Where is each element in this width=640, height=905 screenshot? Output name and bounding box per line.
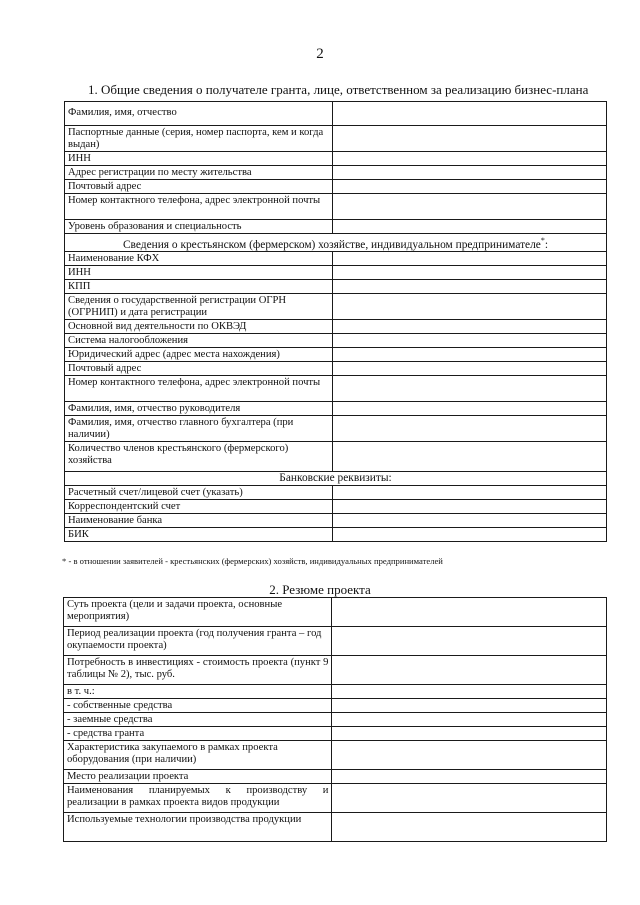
- page-number: 2: [316, 46, 324, 62]
- row-label: Почтовый адрес: [65, 362, 333, 376]
- table-row: [65, 180, 607, 194]
- table-row: [65, 362, 607, 376]
- table-row: [64, 627, 607, 656]
- table-row: [64, 699, 607, 713]
- row-label: Юридический адрес (адрес места нахождения): [65, 348, 333, 362]
- row-label: Период реализации проекта (год получения гранта – год окупаемости проекта): [64, 627, 332, 656]
- value-cell[interactable]: [332, 727, 607, 741]
- value-cell[interactable]: [332, 685, 607, 699]
- table-row: [65, 348, 607, 362]
- value-cell[interactable]: [333, 528, 607, 542]
- table-row: [65, 528, 607, 542]
- value-cell[interactable]: [333, 166, 607, 180]
- row-label: - собственные средства: [64, 699, 332, 713]
- value-cell[interactable]: [332, 784, 607, 813]
- table-row: [64, 784, 607, 813]
- table-row: [64, 813, 607, 842]
- table-row: [65, 500, 607, 514]
- row-label: ИНН: [65, 266, 333, 280]
- value-cell[interactable]: [333, 486, 607, 500]
- row-label: Номер контактного телефона, адрес электронной почты: [65, 194, 333, 220]
- row-label: Фамилия, имя, отчество главного бухгалтера (при наличии): [65, 416, 333, 442]
- value-cell[interactable]: [333, 514, 607, 528]
- table-row: [64, 656, 607, 685]
- value-cell[interactable]: [333, 416, 607, 442]
- value-cell[interactable]: [333, 294, 607, 320]
- value-cell[interactable]: [332, 598, 607, 627]
- value-cell[interactable]: [333, 320, 607, 334]
- value-cell[interactable]: [333, 376, 607, 402]
- table-row: [65, 234, 607, 252]
- value-cell[interactable]: [333, 362, 607, 376]
- row-label: КПП: [65, 280, 333, 294]
- value-cell[interactable]: [333, 152, 607, 166]
- table-row: [65, 472, 607, 486]
- row-label: Корреспондентский счет: [65, 500, 333, 514]
- value-cell[interactable]: [333, 402, 607, 416]
- row-label: ИНН: [65, 152, 333, 166]
- value-cell[interactable]: [333, 500, 607, 514]
- table-row: [65, 376, 607, 402]
- row-label: Фамилия, имя, отчество руководителя: [65, 402, 333, 416]
- table-row: [64, 598, 607, 627]
- row-label: Почтовый адрес: [65, 180, 333, 194]
- table-row: [65, 266, 607, 280]
- table-row: [64, 685, 607, 699]
- table-row: [64, 713, 607, 727]
- value-cell[interactable]: [332, 627, 607, 656]
- bank-section-header: Банковские реквизиты:: [65, 472, 607, 486]
- value-cell[interactable]: [332, 813, 607, 842]
- table-row: [65, 166, 607, 180]
- row-label: Адрес регистрации по месту жительства: [65, 166, 333, 180]
- value-cell[interactable]: [333, 180, 607, 194]
- table-row: [65, 220, 607, 234]
- row-label: Номер контактного телефона, адрес электронной почты: [65, 376, 333, 402]
- table-row: [64, 727, 607, 741]
- row-label: Система налогообложения: [65, 334, 333, 348]
- row-label: Основной вид деятельности по ОКВЭД: [65, 320, 333, 334]
- value-cell[interactable]: [332, 741, 607, 770]
- table-row: [65, 442, 607, 472]
- value-cell[interactable]: [332, 699, 607, 713]
- row-label: Наименование КФХ: [65, 252, 333, 266]
- row-label: Наименование банка: [65, 514, 333, 528]
- table-row: [65, 514, 607, 528]
- table-row: [64, 770, 607, 784]
- value-cell[interactable]: [333, 220, 607, 234]
- row-label: - средства гранта: [64, 727, 332, 741]
- value-cell[interactable]: [332, 713, 607, 727]
- farm-header-colon: :: [544, 238, 549, 251]
- table-row: [65, 194, 607, 220]
- value-cell[interactable]: [333, 266, 607, 280]
- value-cell[interactable]: [333, 348, 607, 362]
- value-cell[interactable]: [333, 194, 607, 220]
- table-row: [65, 280, 607, 294]
- value-cell[interactable]: [332, 656, 607, 685]
- value-cell[interactable]: [333, 126, 607, 152]
- footnote-mark: *: [540, 236, 545, 245]
- row-label: БИК: [65, 528, 333, 542]
- table-row: [65, 294, 607, 320]
- section-1-title: 1. Общие сведения о получателе гранта, лице, ответственном за реализацию бизнес-плана: [88, 82, 589, 97]
- row-label: Уровень образования и специальность: [65, 220, 333, 234]
- table-row: [65, 320, 607, 334]
- farm-header-text: Сведения о крестьянском (фермерском) хозяйстве, индивидуальном предпринимателе: [122, 238, 541, 251]
- table-row: [65, 152, 607, 166]
- recipient-info-table: [64, 101, 607, 542]
- row-label: Характеристика закупаемого в рамках проекта оборудования (при наличии): [64, 741, 332, 770]
- table-row: [65, 126, 607, 152]
- table-row: [65, 402, 607, 416]
- footnote: * - в отношении заявителей - крестьянских (фермерских) хозяйств, индивидуальных предпринимателей: [62, 556, 443, 566]
- row-label: - заемные средства: [64, 713, 332, 727]
- row-label: Расчетный счет/лицевой счет (указать): [65, 486, 333, 500]
- table-row: [65, 416, 607, 442]
- value-cell[interactable]: [333, 442, 607, 472]
- table-row: [65, 486, 607, 500]
- value-cell[interactable]: [332, 770, 607, 784]
- value-cell[interactable]: [333, 280, 607, 294]
- value-cell[interactable]: [333, 102, 607, 126]
- section-2-title: 2. Резюме проекта: [269, 582, 371, 597]
- row-label: Место реализации проекта: [64, 770, 332, 784]
- row-label: Сведения о государственной регистрации ОГРН (ОГРНИП) и дата регистрации: [65, 294, 333, 320]
- farm-section-header: [65, 234, 607, 252]
- row-label: Фамилия, имя, отчество: [65, 102, 333, 126]
- row-label: в т. ч.:: [64, 685, 332, 699]
- row-label: Используемые технологии производства продукции: [64, 813, 332, 842]
- table-row: [64, 741, 607, 770]
- row-label: Наименования планируемых к производству и реализации в рамках проекта видов продукции: [64, 784, 332, 813]
- value-cell[interactable]: [333, 252, 607, 266]
- table-row: [65, 252, 607, 266]
- row-label: Количество членов крестьянского (фермерского) хозяйства: [65, 442, 333, 472]
- table-row: [65, 334, 607, 348]
- row-label: Суть проекта (цели и задачи проекта, основные мероприятия): [64, 598, 332, 627]
- row-label: Паспортные данные (серия, номер паспорта, кем и когда выдан): [65, 126, 333, 152]
- table-row: [65, 102, 607, 126]
- row-label: Потребность в инвестициях - стоимость проекта (пункт 9 таблицы № 2), тыс. руб.: [64, 656, 332, 685]
- project-summary-table: [63, 597, 607, 842]
- value-cell[interactable]: [333, 334, 607, 348]
